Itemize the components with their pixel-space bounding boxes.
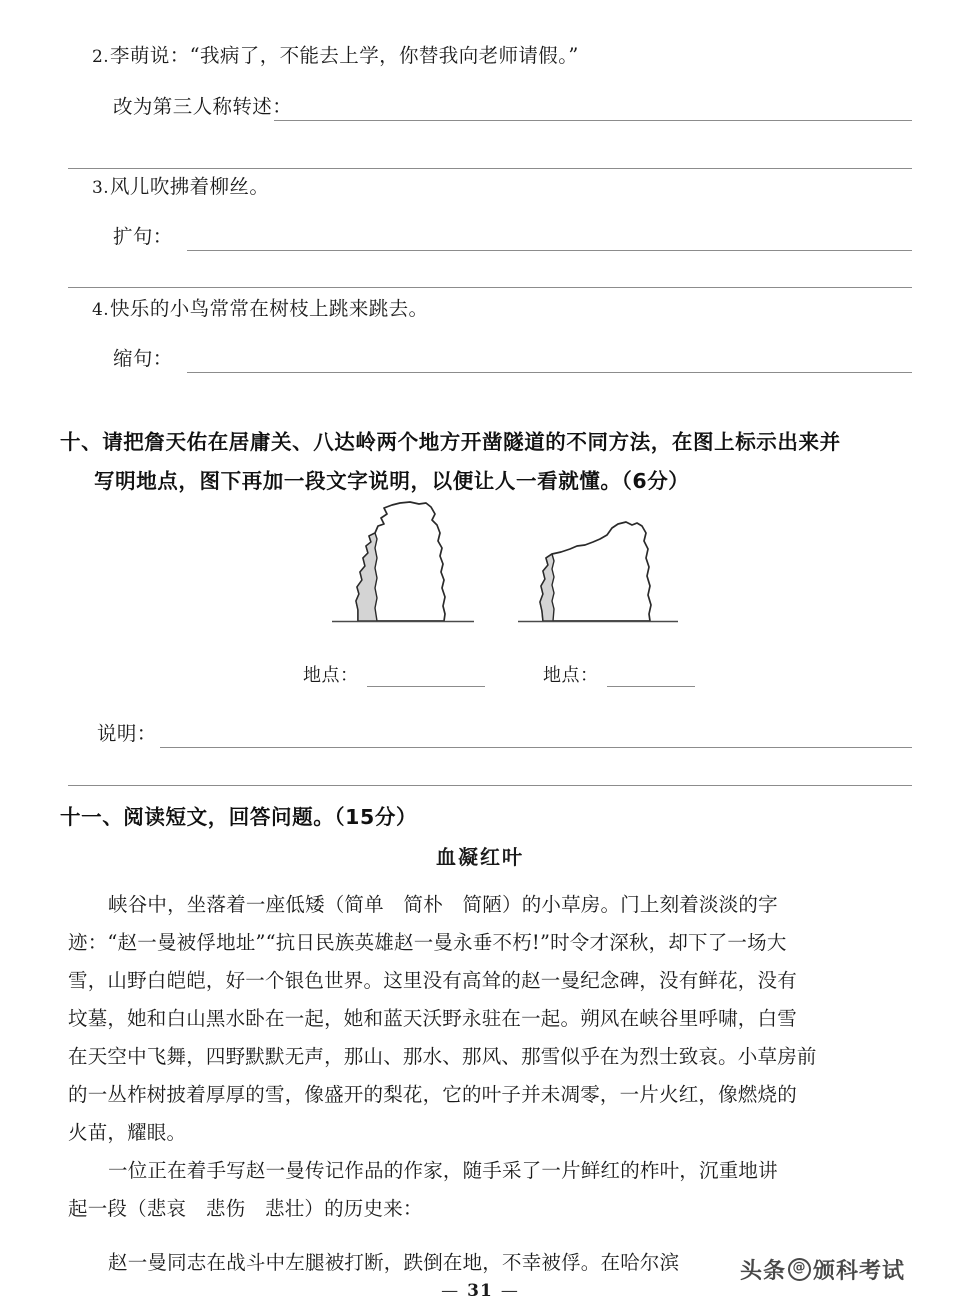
question-2-text (92, 44, 579, 67)
article-line: 雪，山野白皑皑，好一个银色世界。这里没有高耸的赵一曼纪念碑，没有鲜花，没有 (68, 969, 797, 992)
answer-rule-4a[interactable] (187, 372, 912, 373)
question-4-number: 4. (92, 300, 110, 320)
question-3-sentence: 风儿吹拂着柳丝。 (110, 175, 270, 198)
question-4-prompt: 缩句： (113, 347, 173, 370)
section-ten-heading-line2: 写明地点，图下再加一段文字说明，以便让人一看就懂。（6分） (94, 469, 690, 493)
spot-rule-left[interactable] (367, 686, 485, 687)
explanation-label: 说明： (97, 722, 157, 745)
article-line: 迹：“赵一曼被俘地址”“抗日民族英雄赵一曼永垂不朽!”时令才深秋，却下了一场大 (68, 931, 787, 954)
watermark-text-part1: 头条 (740, 1259, 787, 1284)
question-4-sentence: 快乐的小鸟常常在树枝上跳来跳去。 (110, 297, 429, 320)
page-dash-left: — (441, 1281, 460, 1301)
watermark-at-icon: @ (788, 1258, 811, 1281)
page-number-footer (0, 1281, 960, 1301)
mountain-right (540, 522, 651, 621)
question-2-prompt: 改为第三人称转述： (113, 95, 293, 118)
question-3-number: 3. (92, 178, 110, 198)
answer-rule-2a[interactable] (274, 120, 912, 121)
article-line: 一位正在着手写赵一曼传记作品的作家，随手采了一片鲜红的柞叶，沉重地讲 (108, 1159, 778, 1182)
watermark-text-part2: 颁科考试 (813, 1259, 906, 1284)
article-line: 坟墓，她和白山黑水卧在一起，她和蓝天沃野永驻在一起。朔风在峡谷里呼啸，白雪 (68, 1007, 797, 1030)
question-2-number: 2. (92, 47, 110, 67)
spot-label-right: 地点： (543, 665, 599, 686)
question-4-text (92, 297, 428, 320)
page-dash-right: — (500, 1281, 519, 1301)
article-line: 赵一曼同志在战斗中左腿被打断，跌倒在地，不幸被俘。在哈尔滨 (108, 1251, 680, 1274)
spot-rule-right[interactable] (607, 686, 695, 687)
section-ten-heading-line1: 十、请把詹天佑在居庸关、八达岭两个地方开凿隧道的不同方法，在图上标示出来并 (60, 430, 841, 454)
article-line: 在天空中飞舞，四野默默无声，那山、那水、那风、那雪似乎在为烈士致哀。小草房前 (68, 1045, 817, 1068)
section-eleven-heading: 十一、阅读短文，回答问题。（15分） (60, 805, 418, 829)
article-line: 的一丛柞树披着厚厚的雪，像盛开的梨花，它的叶子并未凋零，一片火红，像燃烧的 (68, 1083, 797, 1106)
question-3-text (92, 175, 269, 198)
article-line: 起一段（悲哀 悲伤 悲壮）的历史来： (68, 1197, 423, 1220)
answer-rule-3b[interactable] (68, 287, 912, 288)
article-line: 火苗，耀眼。 (68, 1121, 187, 1144)
question-3-prompt: 扩句： (113, 225, 173, 248)
mountain-profiles-svg (280, 498, 700, 648)
article-title: 血凝红叶 (436, 845, 524, 869)
explanation-rule-b[interactable] (68, 785, 912, 786)
question-2-sentence: 李萌说：“我病了，不能去上学，你替我向老师请假。” (110, 44, 579, 67)
explanation-rule-a[interactable] (160, 747, 912, 748)
answer-rule-2b[interactable] (68, 168, 912, 169)
spot-label-left: 地点： (303, 665, 359, 686)
mountain-left (356, 502, 445, 621)
tunnel-diagram (280, 498, 700, 648)
answer-rule-3a[interactable] (187, 250, 912, 251)
page-number: 31 (467, 1281, 493, 1301)
article-line: 峡谷中，坐落着一座低矮（简单 简朴 简陋）的小草房。门上刻着淡淡的字 (108, 893, 778, 916)
